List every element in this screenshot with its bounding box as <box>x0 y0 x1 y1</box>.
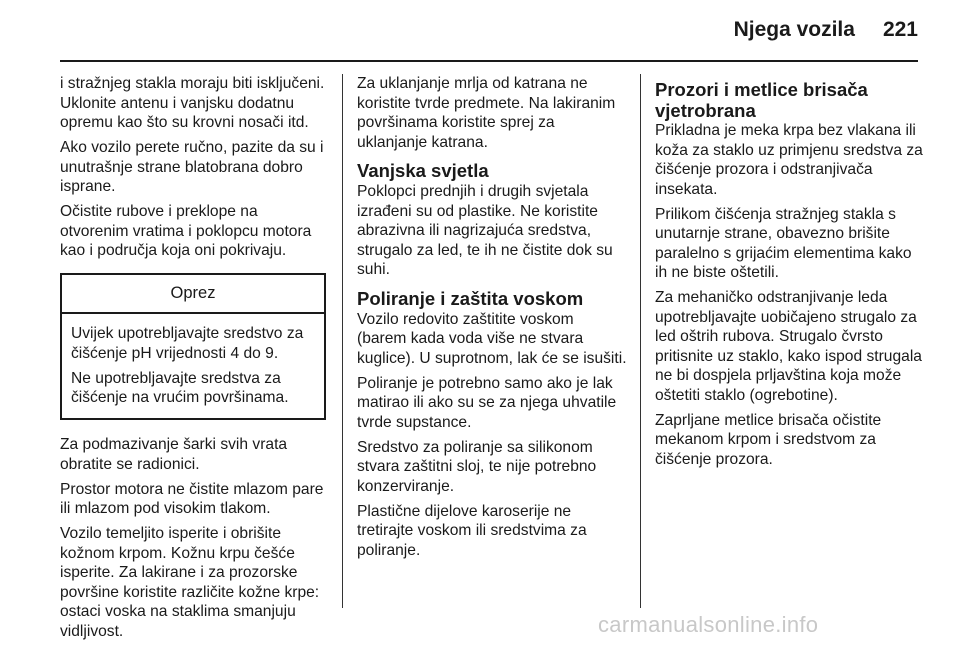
page-header <box>734 18 918 42</box>
paragraph: Sredstvo za poliranje sa silikonom stvara zaštitni sloj, te nije potrebno konzerviranje. <box>357 438 597 495</box>
paragraph: Ako vozilo perete ručno, pazite da su i unutrašnje strane blatobrana dobro isprane. <box>60 139 324 195</box>
caution-box <box>60 273 326 421</box>
column-left <box>60 74 326 647</box>
caution-text: Uvijek upotrebljavajte sredstvo za čišćenje pH vrijednosti 4 do 9. <box>71 325 304 362</box>
column-right <box>655 79 925 475</box>
paragraph: Poklopci prednjih i drugih svjetala izrađeni su od plastike. Ne koristite abrazivna ili nagrizajuća sredstva, strugalo za led, te ih ne čistite dok su suhi. <box>357 183 613 278</box>
paragraph: Poliranje je potrebno samo ako je lak matirao ili ako su se za njega uhvatile tvrde supstance. <box>357 374 617 431</box>
column-middle <box>357 74 627 566</box>
section-heading: Poliranje i zaštita voskom <box>357 287 584 309</box>
paragraph: Vozilo temeljito isperite i obrišite kožnom krpom. Kožnu krpu češće isperite. Za lakirane i za prozorske površine koristite različite kožne krpe: ostaci voska na staklima smanjuju vidljivost. <box>60 525 320 640</box>
paragraph: Za mehaničko odstranjivanje leda upotrebljavajte uobičajeno strugalo za led oštrih rubova. Strugalo čvrsto pritisnite uz staklo, kako ispod strugala ne bi dospjela prljavština koja može oštetiti staklo (ogrebotine). <box>655 289 922 404</box>
paragraph: Vozilo redovito zaštitite voskom (barem kada voda više ne stvara kuglice). U suprotnom, lak će se isušiti. <box>357 310 627 367</box>
section-title: Njega vozila <box>733 18 855 41</box>
paragraph: Za podmazivanje šarki svih vrata obratite se radionici. <box>60 436 288 473</box>
paragraph: Prilikom čišćenja stražnjeg stakla s unutarnje strane, obavezno brišite paralelno s grijaćim elementima kako ih ne biste oštetili. <box>655 205 912 281</box>
section-heading: Prozori i metlice brisača vjetrobrana <box>655 79 868 121</box>
caution-body <box>62 314 324 418</box>
watermark-text: carmanualsonline.info <box>598 612 819 637</box>
caution-title: Oprez <box>62 275 324 315</box>
paragraph: Prikladna je meka krpa bez vlakana ili koža za staklo uz primjenu sredstva za čišćenje prozora i odstranjivača insekata. <box>655 122 923 198</box>
column-divider <box>342 74 343 608</box>
section-heading: Vanjska svjetla <box>357 160 489 181</box>
paragraph: Očistite rubove i preklope na otvorenim vratima i poklopcu motora kao i područja koja oni pokrivaju. <box>60 203 312 259</box>
paragraph: Plastične dijelove karoserije ne tretirajte voskom ili sredstvima za poliranje. <box>357 502 587 559</box>
column-divider <box>640 74 641 608</box>
page-number: 221 <box>882 18 918 41</box>
paragraph: i stražnjeg stakla moraju biti isključeni. Uklonite antenu i vanjsku dodatnu opremu kao što su krovni nosači itd. <box>60 75 325 131</box>
paragraph: Prostor motora ne čistite mlazom pare ili mlazom pod visokim tlakom. <box>60 480 324 517</box>
caution-text: Ne upotrebljavajte sredstva za čišćenje na vrućim površinama. <box>71 369 289 406</box>
paragraph: Za uklanjanje mrlja od katrana ne koristite tvrde predmete. Na lakiranim površinama koristite sprej za uklanjanje katrana. <box>357 75 616 151</box>
header-rule <box>60 60 918 62</box>
paragraph: Zaprljane metlice brisača očistite mekanom krpom i sredstvom za čišćenje prozora. <box>655 411 882 468</box>
